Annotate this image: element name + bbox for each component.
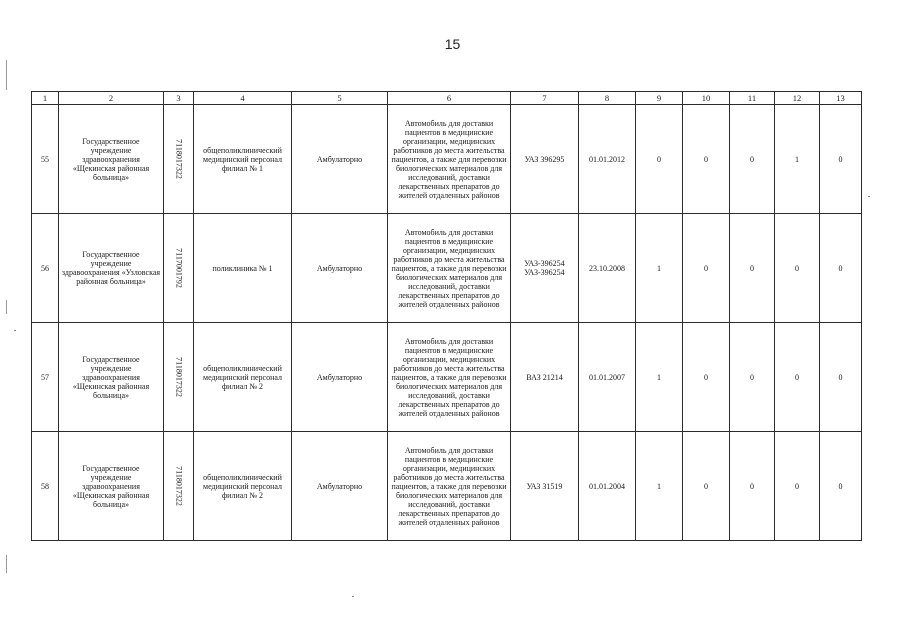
page-number: 15 <box>444 36 461 52</box>
scan-edge-line <box>6 300 7 314</box>
value-cell-13: 0 <box>820 323 862 432</box>
value-cell-10: 0 <box>683 432 730 541</box>
department-cell: общеполиклинический медицинский персонал филиал № 1 <box>194 105 292 214</box>
row-number-cell: 56 <box>32 214 59 323</box>
value-cell-9: 1 <box>636 214 683 323</box>
value-cell-10: 0 <box>683 105 730 214</box>
care-type-cell: Амбулаторно <box>292 323 388 432</box>
table-row <box>32 432 862 541</box>
care-type-cell: Амбулаторно <box>292 214 388 323</box>
value-cell-12: 0 <box>775 432 820 541</box>
value-cell-9: 1 <box>636 323 683 432</box>
value-cell-13: 0 <box>820 105 862 214</box>
value-cell-13: 0 <box>820 214 862 323</box>
column-header: 7 <box>511 92 579 105</box>
vehicles-table <box>31 91 862 541</box>
column-header: 4 <box>194 92 292 105</box>
vehicle-model-cell <box>511 214 579 323</box>
date-cell: 01.01.2007 <box>579 323 636 432</box>
inn-cell <box>164 214 194 323</box>
row-number-cell: 58 <box>32 432 59 541</box>
value-cell-10: 0 <box>683 214 730 323</box>
vehicle-purpose-cell: Автомобиль для доставки пациентов в медицинские организации, медицинских работников до места жительства пациентов, а также для перевозки биологических материалов для исследований, доставки лекарственных препаратов до жителей отдаленных районов <box>388 105 511 214</box>
vehicle-purpose-cell: Автомобиль для доставки пациентов в медицинские организации, медицинских работников до места жительства пациентов, а также для перевозки биологических материалов для исследований, доставки лекарственных препаратов до жителей отдаленных районов <box>388 432 511 541</box>
organization-cell: Государственное учреждение здравоохранения «Щекинская районная больница» <box>59 323 164 432</box>
scan-speck <box>352 596 354 597</box>
value-cell-11: 0 <box>730 105 775 214</box>
inn-text: 7117001792 <box>174 248 183 288</box>
inn-cell <box>164 105 194 214</box>
date-cell: 23.10.2008 <box>579 214 636 323</box>
inn-text: 7118017322 <box>174 139 183 179</box>
value-cell-13: 0 <box>820 432 862 541</box>
column-header: 12 <box>775 92 820 105</box>
vehicle-model-cell <box>511 323 579 432</box>
organization-cell: Государственное учреждение здравоохранения «Узловская районная больница» <box>59 214 164 323</box>
care-type-cell: Амбулаторно <box>292 105 388 214</box>
column-header: 6 <box>388 92 511 105</box>
scan-edge-line <box>6 555 7 573</box>
value-cell-10: 0 <box>683 323 730 432</box>
value-cell-9: 0 <box>636 105 683 214</box>
vehicle-model-cell <box>511 432 579 541</box>
table-row <box>32 323 862 432</box>
value-cell-11: 0 <box>730 214 775 323</box>
column-header: 5 <box>292 92 388 105</box>
care-type-cell: Амбулаторно <box>292 432 388 541</box>
value-cell-12: 0 <box>775 323 820 432</box>
vehicle-purpose-cell: Автомобиль для доставки пациентов в медицинские организации, медицинских работников до места жительства пациентов, а также для перевозки биологических материалов для исследований, доставки лекарственных препаратов до жителей отдаленных районов <box>388 323 511 432</box>
organization-cell: Государственное учреждение здравоохранения «Щекинская районная больница» <box>59 432 164 541</box>
department-cell: общеполиклинический медицинский персонал филиал № 2 <box>194 323 292 432</box>
scan-edge-line <box>6 60 7 90</box>
vehicle-model-cell <box>511 105 579 214</box>
value-cell-11: 0 <box>730 432 775 541</box>
value-cell-12: 1 <box>775 105 820 214</box>
column-header: 10 <box>683 92 730 105</box>
vehicle-model: УАЗ 31519 <box>526 481 563 491</box>
row-number-cell: 55 <box>32 105 59 214</box>
vehicle-model: УАЗ 396295 <box>524 154 565 164</box>
row-number-cell: 57 <box>32 323 59 432</box>
header-row <box>32 92 862 105</box>
scan-speck <box>14 330 16 331</box>
column-header: 13 <box>820 92 862 105</box>
value-cell-9: 1 <box>636 432 683 541</box>
inn-text: 7118017322 <box>174 357 183 397</box>
column-header: 2 <box>59 92 164 105</box>
table-row <box>32 214 862 323</box>
column-header: 11 <box>730 92 775 105</box>
department-cell: общеполиклинический медицинский персонал филиал № 2 <box>194 432 292 541</box>
column-header: 1 <box>32 92 59 105</box>
table-row <box>32 105 862 214</box>
date-cell: 01.01.2012 <box>579 105 636 214</box>
inn-text: 7118017322 <box>174 466 183 506</box>
column-header: 8 <box>579 92 636 105</box>
column-header: 3 <box>164 92 194 105</box>
value-cell-11: 0 <box>730 323 775 432</box>
organization-cell: Государственное учреждение здравоохранения «Щекинская районная больница» <box>59 105 164 214</box>
inn-cell <box>164 323 194 432</box>
vehicle-model: УАЗ-396254 <box>524 259 565 268</box>
vehicle-model: УАЗ-396254 <box>524 268 565 277</box>
scan-speck <box>868 196 870 197</box>
value-cell-12: 0 <box>775 214 820 323</box>
department-cell: поликлиника № 1 <box>194 214 292 323</box>
inn-cell <box>164 432 194 541</box>
column-header: 9 <box>636 92 683 105</box>
date-cell: 01.01.2004 <box>579 432 636 541</box>
vehicle-purpose-cell: Автомобиль для доставки пациентов в медицинские организации, медицинских работников до места жительства пациентов, а также для перевозки биологических материалов для исследований, доставки лекарственных препаратов до жителей отдаленных районов <box>388 214 511 323</box>
vehicle-model: ВАЗ 21214 <box>526 372 563 382</box>
